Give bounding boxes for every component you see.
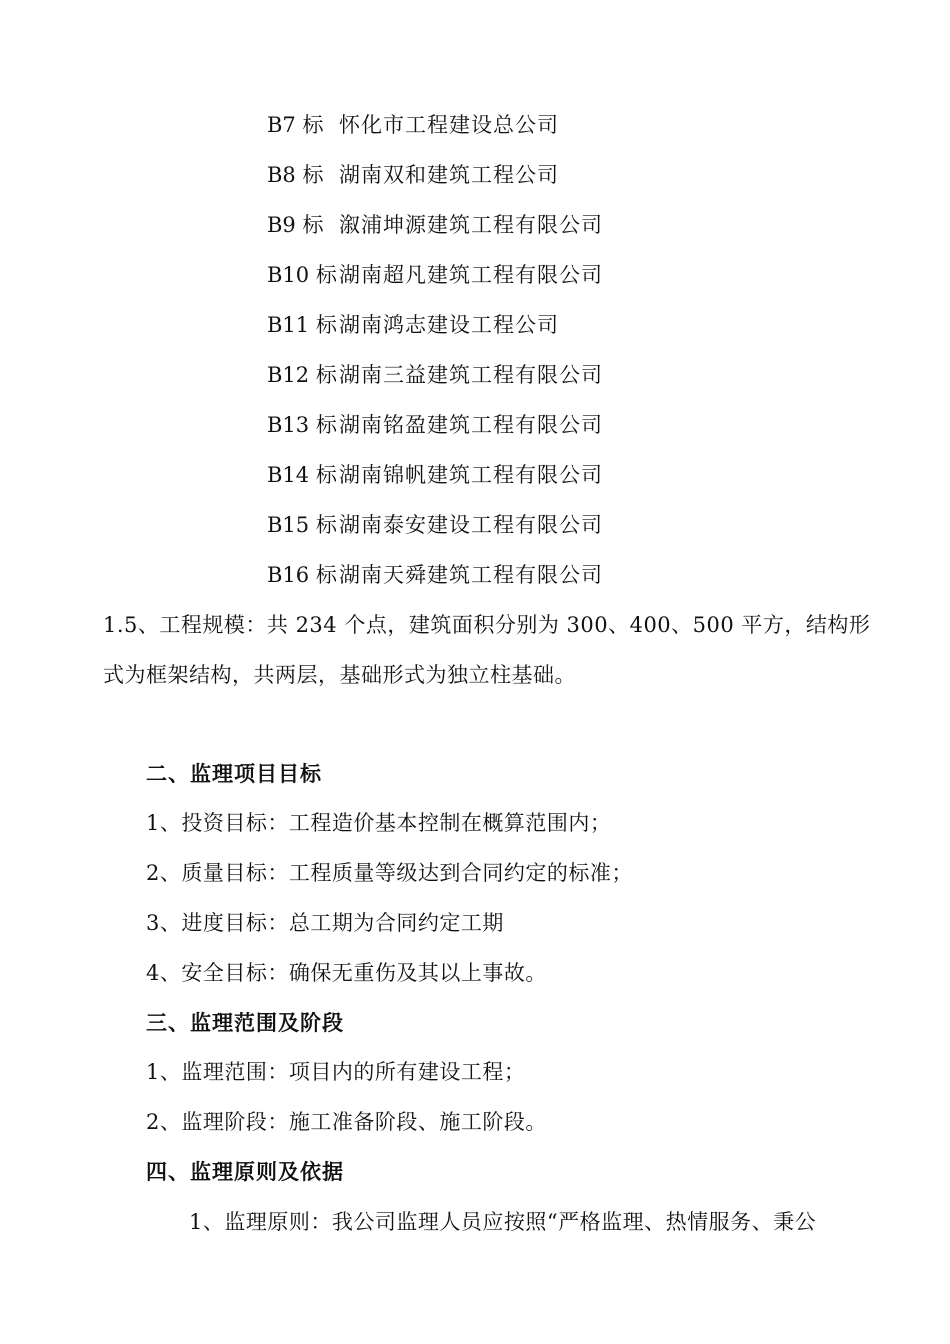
scale-paragraph-line-1: 1.5、工程规模：共 234 个点，建筑面积分别为 300、400、500 平方，结构形: [103, 613, 871, 637]
section-2-heading: 二、监理项目目标: [146, 762, 322, 786]
bid-code: B16 标: [267, 563, 337, 587]
bid-row: [267, 110, 603, 160]
bid-code: B12 标: [267, 363, 337, 387]
section-2-item-2: 2、质量目标：工程质量等级达到合同约定的标准；: [146, 861, 633, 885]
bid-row: [267, 510, 603, 560]
bid-row: [267, 410, 603, 460]
bid-code: B8 标: [267, 163, 324, 187]
bid-code: B11 标: [267, 313, 337, 337]
bid-row: [267, 460, 603, 510]
bid-code: B15 标: [267, 513, 337, 537]
bid-code: B13 标: [267, 413, 337, 437]
section-2-item-4: 4、安全目标：确保无重伤及其以上事故。: [146, 961, 547, 985]
section-4-item-1: 1、监理原则：我公司监理人员应按照“严格监理、热情服务、秉公: [189, 1210, 817, 1234]
section-3-item-1: 1、监理范围：项目内的所有建设工程；: [146, 1060, 526, 1084]
bid-row: [267, 210, 603, 260]
bid-company: 湖南天舜建筑工程有限公司: [339, 563, 603, 587]
bid-code: B10 标: [267, 263, 337, 287]
section-3-heading: 三、监理范围及阶段: [146, 1011, 344, 1035]
bid-company: 湖南三益建筑工程有限公司: [339, 363, 603, 387]
bid-company: 湖南锦帆建筑工程有限公司: [339, 463, 603, 487]
section-3-item-2: 2、监理阶段：施工准备阶段、施工阶段。: [146, 1110, 547, 1134]
bid-code: B7 标: [267, 113, 324, 137]
bid-company: 湖南超凡建筑工程有限公司: [339, 263, 603, 287]
bid-row: [267, 310, 603, 360]
bid-code: B14 标: [267, 463, 337, 487]
bid-company: 湖南泰安建设工程有限公司: [339, 513, 603, 537]
bid-row: [267, 260, 603, 310]
bid-row: [267, 160, 603, 210]
bid-company: 怀化市工程建设总公司: [339, 113, 559, 137]
bid-row: [267, 560, 603, 610]
section-4-heading: 四、监理原则及依据: [146, 1160, 344, 1184]
bid-company: 湖南铭盈建筑工程有限公司: [339, 413, 603, 437]
section-2-item-1: 1、投资目标：工程造价基本控制在概算范围内；: [146, 811, 612, 835]
bid-company: 湖南双和建筑工程公司: [339, 163, 559, 187]
scale-paragraph-line-2: 式为框架结构，共两层，基础形式为独立柱基础。: [103, 663, 576, 687]
bid-code: B9 标: [267, 213, 324, 237]
bid-list: [267, 110, 603, 610]
bid-row: [267, 360, 603, 410]
bid-company: 溆浦坤源建筑工程有限公司: [339, 213, 603, 237]
bid-company: 湖南鸿志建设工程公司: [339, 313, 559, 337]
section-2-item-3: 3、进度目标：总工期为合同约定工期: [146, 911, 504, 935]
